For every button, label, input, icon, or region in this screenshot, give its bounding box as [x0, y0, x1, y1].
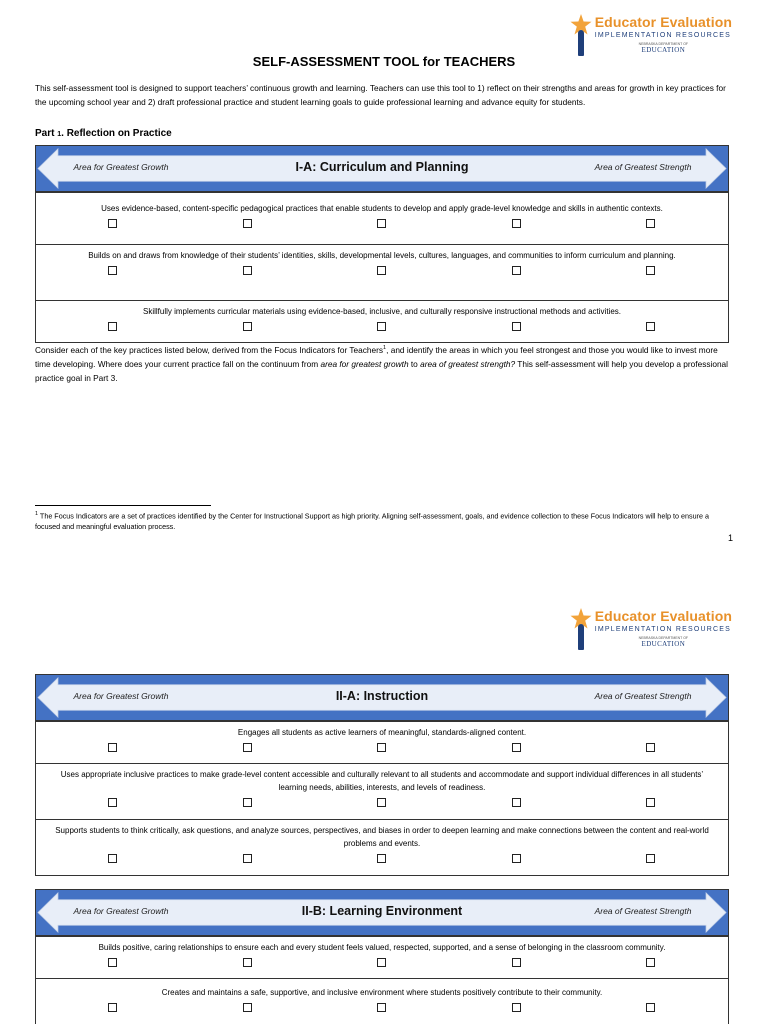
section-instruction: [35, 674, 729, 876]
rating-checkbox-3[interactable]: [377, 1003, 386, 1012]
rating-checkbox-1[interactable]: [108, 322, 117, 331]
rating-checkbox-5[interactable]: [646, 266, 655, 275]
footnote-reference[interactable]: 1: [383, 345, 387, 351]
section-curriculum-planning: [35, 145, 729, 343]
educator-evaluation-logo: [570, 14, 732, 58]
rating-checkbox-5[interactable]: [646, 958, 655, 967]
star-person-icon: [570, 608, 592, 652]
rating-checkbox-3[interactable]: [377, 854, 386, 863]
logo-subtitle: IMPLEMENTATION RESOURCES: [594, 626, 732, 633]
rating-checkbox-5[interactable]: [646, 743, 655, 752]
document-title: SELF-ASSESSMENT TOOL for TEACHERS: [252, 54, 516, 69]
practice-row: [36, 763, 728, 819]
practice-text: Creates and maintains a safe, supportive, and inclusive environment where students positively contribute to their community.: [161, 988, 603, 997]
practice-text: Builds on and draws from knowledge of their students’ identities, skills, developmental levels, cultures, languages, and communities to inform curriculum and planning.: [88, 251, 676, 260]
rating-checkbox-4[interactable]: [512, 322, 521, 331]
rating-checkbox-4[interactable]: [512, 1003, 521, 1012]
rating-checkbox-4[interactable]: [512, 958, 521, 967]
rating-checkboxes: [46, 219, 718, 228]
intro-paragraph: This self-assessment tool is designed to support teachers’ continuous growth and learning. Teachers can use this tool to 1) reflect on their strengths and areas for growth in key practices for the upcoming school year and 2) draft professional practice and student learning goals to guide professional learning and advance equity for students.: [35, 83, 726, 107]
logo-small-text: NEBRASKA DEPARTMENT OF: [638, 636, 689, 640]
rating-checkbox-2[interactable]: [243, 1003, 252, 1012]
rating-checkboxes: [46, 1003, 718, 1012]
rating-checkbox-4[interactable]: [512, 266, 521, 275]
star-person-icon: [570, 14, 592, 58]
area-of-greatest-strength-label: Area of Greatest Strength: [594, 691, 692, 701]
logo-small-text: NEBRASKA DEPARTMENT OF: [638, 42, 689, 46]
practice-row: [36, 978, 728, 1024]
educator-evaluation-logo: [570, 608, 732, 652]
practice-row: [36, 300, 728, 342]
rating-checkbox-1[interactable]: [108, 266, 117, 275]
section-header: [36, 146, 728, 192]
page-2: [0, 580, 768, 1024]
rating-checkbox-5[interactable]: [646, 322, 655, 331]
rating-checkbox-4[interactable]: [512, 854, 521, 863]
rating-checkbox-4[interactable]: [512, 219, 521, 228]
rating-checkbox-4[interactable]: [512, 743, 521, 752]
practice-text: Uses appropriate inclusive practices to make grade-level content accessible and culturally relevant to all students and accommodate and support individual differences in all students’ learning needs, abilities, interests, and levels of readiness.: [60, 770, 704, 792]
practice-text: Uses evidence-based, content-specific pedagogical practices that enable students to develop and apply grade-level knowledge and skills in authentic contexts.: [101, 204, 663, 213]
rating-checkbox-1[interactable]: [108, 798, 117, 807]
rating-checkbox-4[interactable]: [512, 798, 521, 807]
consider-paragraph: Consider each of the key practices listed below, derived from the Focus Indicators for Teachers$^1$, and identify the areas in which you feel strongest and those you would like to invest more time developing. Where does your current practice fall on the continuum from area for greatest growth to area of greatest strength? This self-assessment will help you develop a professional practice goal in Part 3.: [35, 344, 729, 383]
area-of-greatest-strength-label: Area of Greatest Strength: [594, 906, 692, 916]
practice-row: [36, 819, 728, 875]
rating-checkbox-2[interactable]: [243, 798, 252, 807]
rating-checkboxes: [46, 958, 718, 967]
rating-checkbox-5[interactable]: [646, 219, 655, 228]
section-learning-environment: [35, 889, 729, 1024]
area-for-greatest-growth-label: Area for Greatest Growth: [73, 162, 169, 172]
rating-checkbox-1[interactable]: [108, 854, 117, 863]
rating-checkboxes: [46, 266, 718, 275]
logo-subtitle: IMPLEMENTATION RESOURCES: [594, 32, 732, 39]
practice-row: [36, 192, 728, 244]
rating-checkboxes: [46, 798, 718, 807]
part-heading: Part 1. Reflection on Practice: [35, 128, 172, 139]
section-title: II-A: Instruction: [335, 689, 429, 703]
rating-checkbox-1[interactable]: [108, 1003, 117, 1012]
rating-checkbox-1[interactable]: [108, 958, 117, 967]
section-header: [36, 890, 728, 936]
area-for-greatest-growth-label: Area for Greatest Growth: [73, 691, 169, 701]
rating-checkbox-2[interactable]: [243, 958, 252, 967]
rating-checkbox-2[interactable]: [243, 219, 252, 228]
rating-checkbox-5[interactable]: [646, 1003, 655, 1012]
rating-checkbox-5[interactable]: [646, 798, 655, 807]
practice-row: [36, 244, 728, 300]
practice-row: [36, 721, 728, 763]
practice-text: Builds positive, caring relationships to ensure each and every student feels valued, respected, supported, and a sense of belonging in the classroom community.: [98, 943, 666, 952]
logo-title: Educator Evaluation: [594, 14, 732, 30]
rating-checkboxes: [46, 322, 718, 331]
rating-checkboxes: [46, 743, 718, 752]
section-header: [36, 675, 728, 721]
practice-text: Engages all students as active learners of meaningful, standards-aligned content.: [237, 728, 527, 737]
rating-checkbox-3[interactable]: [377, 322, 386, 331]
rating-checkbox-3[interactable]: [377, 219, 386, 228]
rating-checkbox-5[interactable]: [646, 854, 655, 863]
section-title: I-A: Curriculum and Planning: [295, 160, 469, 174]
footnote-divider: [35, 505, 211, 506]
rating-checkbox-2[interactable]: [243, 854, 252, 863]
logo-org: EDUCATION: [641, 640, 686, 648]
rating-checkbox-2[interactable]: [243, 322, 252, 331]
page-number: 1: [727, 533, 733, 543]
rating-checkboxes: [46, 854, 718, 863]
rating-checkbox-2[interactable]: [243, 266, 252, 275]
practice-text: Skillfully implements curricular materials using evidence-based, inclusive, and culturally responsive instructional methods and activities.: [143, 307, 621, 316]
practice-row: [36, 936, 728, 978]
rating-checkbox-3[interactable]: [377, 266, 386, 275]
rating-checkbox-3[interactable]: [377, 743, 386, 752]
rating-checkbox-1[interactable]: [108, 743, 117, 752]
logo-title: Educator Evaluation: [594, 608, 732, 624]
rating-checkbox-2[interactable]: [243, 743, 252, 752]
logo-org: EDUCATION: [641, 46, 686, 54]
area-for-greatest-growth-label: Area for Greatest Growth: [73, 906, 169, 916]
area-of-greatest-strength-label: Area of Greatest Strength: [594, 162, 692, 172]
rating-checkbox-1[interactable]: [108, 219, 117, 228]
rating-checkbox-3[interactable]: [377, 798, 386, 807]
footnote: $^1$ The Focus Indicators are a set of practices identified by the Center for Instructional Support as high priority. Aligning self-assessment, goals, and evidence collection to these Focus Indicators will help to ensure a focused and meaningful evaluation process.: [35, 511, 709, 532]
section-title: II-B: Learning Environment: [301, 904, 463, 918]
practice-text: Supports students to think critically, ask questions, and analyze sources, perspectives, and biases in order to deepen learning and make connections between the content and real-world problems and events.: [55, 826, 709, 848]
rating-checkbox-3[interactable]: [377, 958, 386, 967]
